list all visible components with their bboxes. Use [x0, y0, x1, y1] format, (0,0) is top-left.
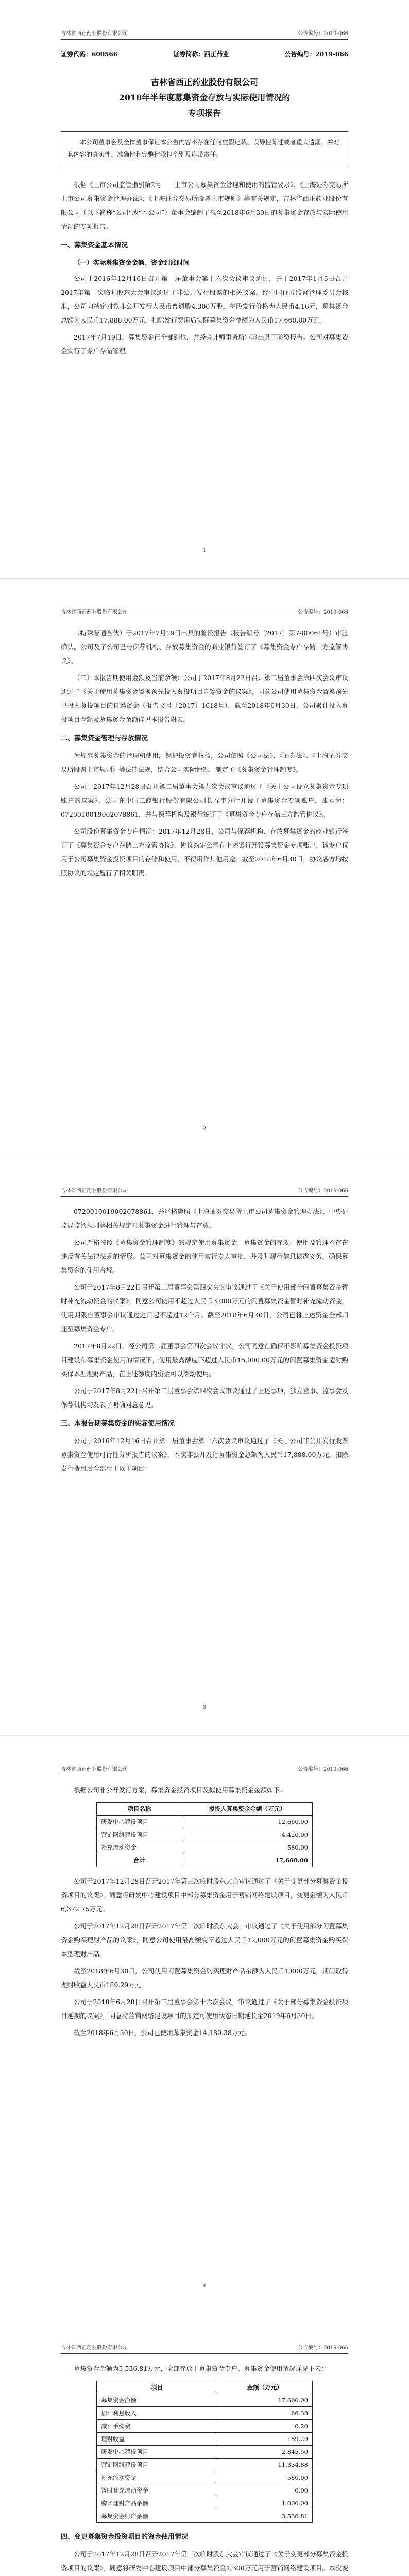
body-paragraph: 公司于2018年6月28日召开第二届董事会第十六次会议，审议通过了《关于部分募集资金投资项目延期的议案》，同意将营销网络建设项目的预定可使用状态日期延长至2019年6月30日。	[61, 1998, 348, 2020]
table-cell: 189.29	[217, 2433, 313, 2446]
document-subtitle: 2018年半年度募集资金存放与实际使用情况的	[118, 93, 291, 103]
body-paragraph: 公司于2017年12月28日召开2017年第三次临时股东大会，审议通过了《关于使用部分闲置募集资金购买理财产品的议案》，同意公司使用最高额度不超过人民币12,000万元的闲置募集资金购买保本型理财产品。	[61, 1922, 348, 1958]
body-paragraph: 公司股份募集资金专户情况：2017年12月28日，公司与保荐机构、存放募集资金的商业银行签订了《募集资金专户存储三方监管协议》，协议约定公司在上述银行开设募集资金专项账户，该专户仅用于公司募集资金投资项目的存储和使用，不得用作其他用途。截至2018年6月30日，协议各方均按照协议的规定履行了相关职责。	[61, 827, 348, 877]
fund-usage-table	[96, 2381, 313, 2523]
body-paragraph: 公司严格按照《募集资金管理制度》的规定使用募集资金，募集资金的存放、使用及管理不存在违反有关法律法规的情形。公司对募集资金的使用实行专人审批，并及时履行信息披露义务，确保募集资金的使用合规。	[61, 1239, 348, 1274]
table-cell: 营销网络建设项目	[97, 1828, 182, 1841]
table-cell: 补充流动资金	[97, 1841, 182, 1854]
header-notice-number: 公告编号：2019-066	[298, 31, 348, 37]
table-cell: 营销网络建设项目	[97, 2459, 217, 2471]
body-paragraph: 截至2018年6月30日，公司使用闲置募集资金购买理财产品余额为人民币1,000万元，期间取得理财收益人民币189.29万元。	[61, 1967, 348, 1989]
stock-codes	[61, 47, 348, 61]
table-row	[97, 1828, 313, 1841]
stock-code: 证券代码：600566	[61, 50, 118, 58]
stock-short-name: 证券简称：西正药业	[173, 50, 229, 58]
table-row	[97, 2510, 313, 2523]
body-paragraph: 公司于2017年12月28日召开2017年第三次临时股东大会审议通过了《关于变更部分募集资金投资项目的议案》，同意将研发中心建设项目中部分募集资金1,300万元用于营销网络建设项目。本次变	[61, 2550, 348, 2572]
section-heading: 二、募集资金管理与存放情况	[61, 735, 148, 742]
header-notice-number: 公告编号：2019-066	[298, 2345, 348, 2351]
header-company: 吉林省西正药业股份有限公司	[61, 1188, 128, 1194]
table-cell: 17,660.00	[182, 1854, 312, 1867]
table-cell: 66.38	[217, 2407, 313, 2420]
table-row	[97, 1816, 313, 1828]
investment-project-table	[96, 1802, 313, 1867]
table-cell: 0.20	[217, 2420, 313, 2433]
table-row	[97, 2420, 313, 2433]
table-cell: 减：手续费	[97, 2420, 217, 2433]
table-cell: 580.00	[217, 2471, 313, 2484]
body-paragraph: 公司于2017年12月28日召开第二届董事会第九次会议审议通过了《关于公司设立募集资金专项账户的议案》，公司在中国工商银行股份有限公司长春市分行开设了募集资金专项账户，账号为：0720010019002078861，并与保荐机构及银行签订了《募集资金专户存储三方监管协议》。	[61, 783, 348, 818]
table-row	[97, 2446, 313, 2459]
page-2	[0, 579, 409, 1157]
body-paragraph: 公司于2017年12月28日召开2017年第三次临时股东大会审议通过了《关于变更部分募集资金投资项目的议案》，同意将研发中心建设项目中部分募集资金用于营销网络建设项目，变更金额为人民币6,372.75万元。	[61, 1877, 348, 1913]
table-cell: 3,536.81	[217, 2510, 313, 2523]
header-company: 吉林省西正药业股份有限公司	[61, 31, 128, 37]
document-title: 吉林省西正药业股份有限公司	[150, 77, 258, 87]
table-row	[97, 2433, 313, 2446]
table-cell: 加：利息收入	[97, 2407, 217, 2420]
body-paragraph: 截至2018年6月30日，公司已使用募集资金14,180.38万元。	[74, 2029, 251, 2037]
body-paragraph: 2017年8月22日，经公司第二届董事会第四次会议审议，公司同意在确保不影响募集资金投资项目建设和募集资金使用的情况下，使用最高额度不超过人民币15,000.00万元的闲置募集资金适时购买保本型理财产品，在上述额度内资金可以滚动使用。	[61, 1342, 348, 1378]
table-cell: 0.00	[217, 2484, 313, 2497]
table-header-cell: 项目名称	[97, 1803, 182, 1816]
body-paragraph: （二）本报告期使用金额及当前余额：公司于2017年8月22日召开第二届董事会第四次会议审议通过了《关于使用募集资金置换预先投入募投项目自筹资金的议案》，同意公司使用募集资金置换预先已投入募投项目的自筹资金（报告文号〔2017〕1618号），截至2018年6月30日，公司累计投入募投项目金额及募集资金余额详见本报告附表。	[61, 674, 348, 723]
table-cell: 募集资金净额	[97, 2394, 217, 2407]
page-number: 4	[202, 2283, 207, 2289]
table-cell: 12,660.00	[182, 1816, 312, 1828]
table-row	[97, 2394, 313, 2407]
section-heading: 三、本报告期募集资金的实际使用情况	[61, 1420, 175, 1428]
body-paragraph: 2017年7月19日，募集资金已全部到位，并经会计师事务所审验出具了验资报告。公司对募集资金实行了专户存储管理。	[61, 333, 348, 355]
page-content	[61, 2362, 348, 2576]
header-notice-number: 公告编号：2019-066	[298, 1188, 348, 1194]
page-header	[61, 29, 348, 40]
page-number: 1	[202, 548, 207, 553]
page-number: 3	[202, 1705, 207, 1710]
table-row	[97, 2471, 313, 2484]
body-paragraph: 公司于2016年12月16日召开第一届董事会第十六次会议审议通过，并于2017年1月3日召开2017年第一次临时股东大会审议通过了非公开发行股票的相关议案。经中国证券监督管理委员会核准，公司向特定对象非公开发行人民币普通股4,300万股，每股发行价格为人民币4.16元，募集资金总额为人民币17,888.00万元，扣除发行费用后实际募集资金净额为人民币17,660.00万元。	[61, 275, 348, 324]
table-cell: 580.00	[182, 1841, 312, 1854]
table-row	[97, 2497, 313, 2510]
table-header-cell: 项目	[97, 2381, 217, 2394]
table-cell: 研发中心建设项目	[97, 2446, 217, 2459]
page-header	[61, 607, 348, 618]
header-notice-number: 公告编号：2019-066	[298, 609, 348, 615]
body-paragraph: 公司于2016年12月16日召开第一届董事会第十六次会议审议通过了《关于公司非公开发行股票募集资金使用可行性分析报告的议案》，本次非公开发行募集资金总额为人民币17,888.00万元，扣除发行费用后全部用于以下项目：	[61, 1437, 348, 1472]
table-cell: 理财收益	[97, 2433, 217, 2446]
table-cell: 2,845.50	[217, 2446, 313, 2459]
page-header	[61, 1765, 348, 1775]
page-1	[0, 0, 409, 579]
page-4	[0, 1736, 409, 2314]
table-cell: 11,334.88	[217, 2459, 313, 2471]
header-company: 吉林省西正药业股份有限公司	[61, 2345, 128, 2351]
table-header-cell: 金额（万元）	[217, 2381, 313, 2394]
table-row	[97, 1841, 313, 1854]
body-paragraph: 为规范募集资金的管理和使用，保护投资者权益，公司依照《公司法》、《证券法》、《上海证券交易所股票上市规则》等法律法规，结合公司实际情况，制定了《募集资金管理制度》。	[61, 752, 348, 773]
body-paragraph: 公司于2017年8月22日召开第二届董事会第四次会议审议通过了上述事项，独立董事、监事会及保荐机构均发表了明确同意意见。	[61, 1387, 348, 1409]
page-number: 2	[202, 1126, 207, 1132]
body-paragraph: 根据公司非公开发行方案，募集资金投资项目及拟使用募集资金金额如下：	[74, 1786, 286, 1794]
document-subtitle-2: 专项报告	[188, 108, 221, 118]
page-content	[61, 1205, 348, 1479]
body-paragraph: 募集资金余额为3,536.81万元，全部存放于募集资金专户。募集资金使用情况详见下表：	[74, 2365, 328, 2372]
header-company: 吉林省西正药业股份有限公司	[61, 1767, 128, 1772]
table-cell: 1,000.00	[217, 2497, 313, 2510]
page-content	[61, 1783, 348, 2043]
table-header-cell: 拟投入募集资金金额（万元）	[182, 1803, 312, 1816]
table-row	[97, 2459, 313, 2471]
page-5	[0, 2314, 409, 2576]
table-cell: 4,420.00	[182, 1828, 312, 1841]
body-paragraph: 公司于2017年8月22日召开第二届董事会第四次会议审议通过了《关于使用部分闲置募集资金暂时补充流动资金的议案》，同意公司使用不超过人民币3,000万元的闲置募集资金暂时补充流动资金，使用期限自董事会审议通过之日起不超过12个月。截至2018年6月30日，公司已将上述资金全部归还至募集资金专户。	[61, 1283, 348, 1333]
table-cell: 研发中心建设项目	[97, 1816, 182, 1828]
table-row	[97, 2407, 313, 2420]
page-header	[61, 1186, 348, 1197]
table-cell: 募集资金账户余额	[97, 2510, 217, 2523]
page-header	[61, 2343, 348, 2354]
notice-number: 公告编号：2019-066	[284, 50, 348, 58]
header-notice-number: 公告编号：2019-066	[298, 1767, 348, 1772]
intro-paragraph: 根据《上市公司监管指引第2号——上市公司募集资金管理和使用的监管要求》、《上海证券交易所上市公司募集资金管理办法》、《上海证券交易所股票上市规则》等有关规定，吉林省西正药业股份有限公司（以下简称“公司”或“本公司”）董事会编制了截至2018年6月30日的募集资金存放与实际使用情况的专项报告。	[61, 181, 348, 230]
page-3	[0, 1157, 409, 1736]
header-company: 吉林省西正药业股份有限公司	[61, 609, 128, 615]
table-cell: 暂时补充流动资金	[97, 2484, 217, 2497]
page-content	[61, 47, 348, 361]
table-cell: 17,660.00	[217, 2394, 313, 2407]
body-paragraph: （特殊普通合伙）于2017年7月19日出具的验资报告（报告编号〔2017〕第7-00061号）审验确认。公司及子公司已与保荐机构、存放募集资金的商业银行签订了《募集资金专户存储三方监管协议》。	[61, 629, 348, 665]
board-notice-box: 本公司董事会及全体董事保证本公告内容不存在任何虚假记载、误导性陈述或者重大遗漏，并对其内容的真实性、准确性和完整性承担个别及连带责任。	[61, 131, 348, 165]
section-heading: 四、变更募集资金投资项目的资金使用情况	[61, 2533, 189, 2541]
table-row	[97, 2484, 313, 2497]
table-cell: 购买理财产品余额	[97, 2497, 217, 2510]
page-content	[61, 626, 348, 883]
section-heading: 一、募集资金基本情况	[61, 242, 128, 249]
table-total-row	[97, 1854, 313, 1867]
body-paragraph: 0720010019002078861，并严格遵照《上海证券交易所上市公司募集资金管理办法》、中央证监局监管规则等相关规定对募集资金进行管理与存放。	[61, 1208, 348, 1229]
subsection-heading: （一）实际募集资金金额、资金到账时间	[74, 259, 190, 266]
table-cell: 补充流动资金	[97, 2471, 217, 2484]
table-cell: 合计	[97, 1854, 182, 1867]
